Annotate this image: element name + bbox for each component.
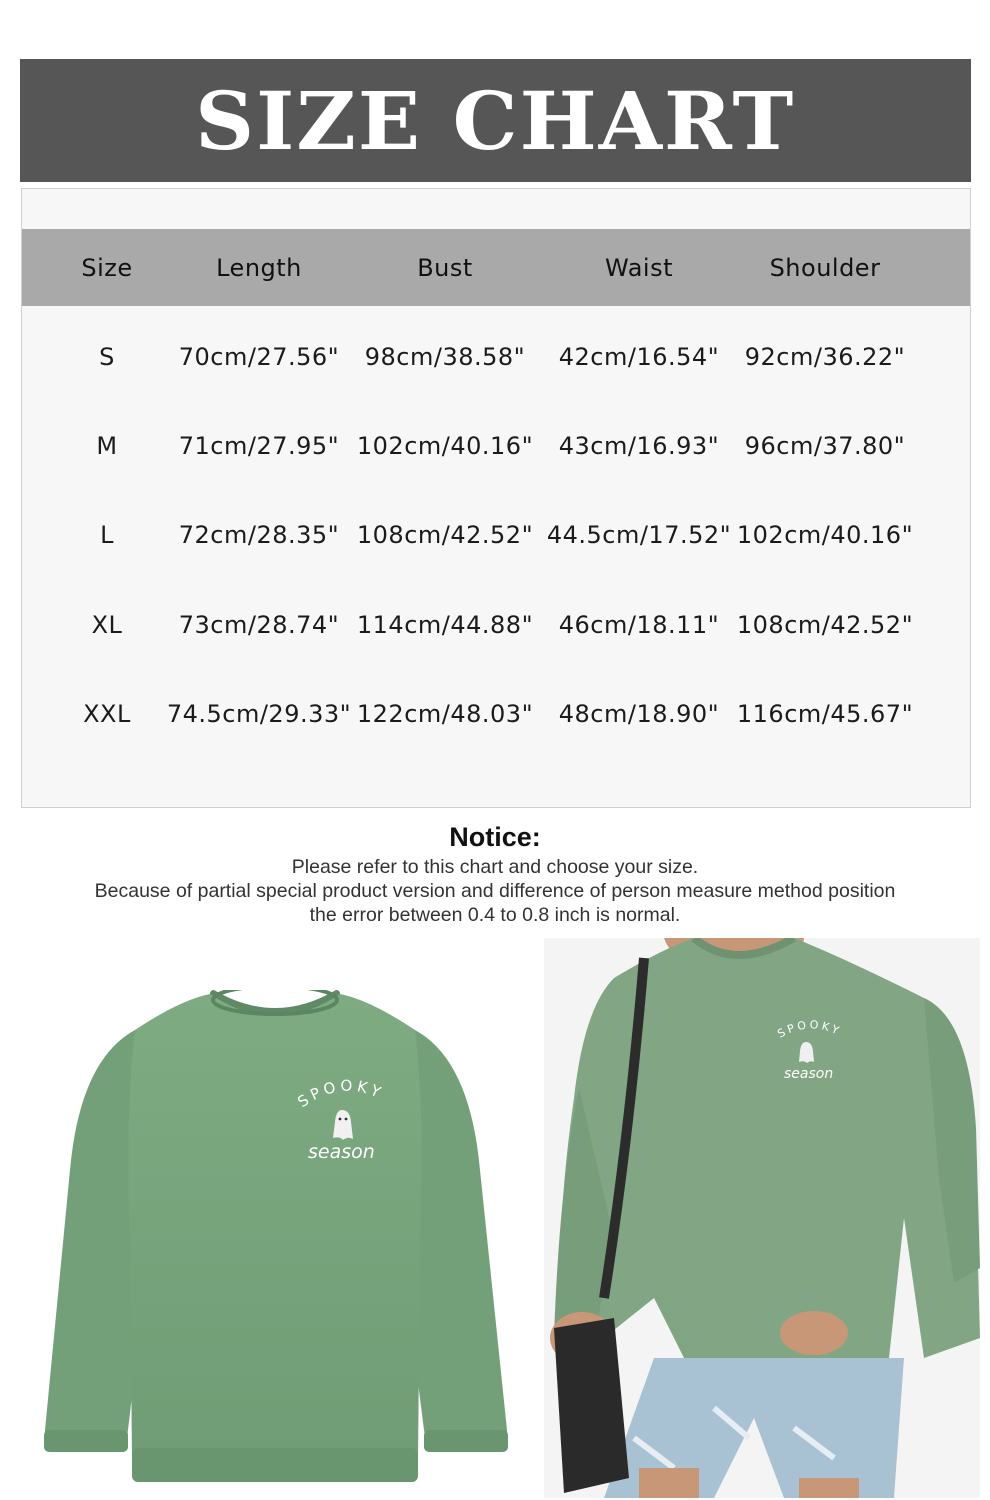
header-size: Size <box>81 253 133 282</box>
notice-section <box>0 822 990 927</box>
sweatshirt-flat-illustration <box>40 990 510 1490</box>
table-header-row <box>22 229 970 306</box>
print-top-word: SPOOKY <box>294 1076 388 1112</box>
size-chart-banner <box>20 59 971 182</box>
model-photo <box>544 938 980 1498</box>
header-waist: Waist <box>605 253 673 282</box>
cell-length: 72cm/28.35" <box>178 521 340 549</box>
notice-title: Notice: <box>449 822 541 852</box>
print-top-word-model: SPOOKY <box>775 1018 844 1041</box>
cell-length: 74.5cm/29.33" <box>166 700 352 728</box>
cell-bust: 98cm/38.58" <box>364 343 526 371</box>
cell-shoulder: 116cm/45.67" <box>736 700 914 728</box>
cell-bust: 114cm/44.88" <box>356 611 534 639</box>
size-table <box>21 188 971 808</box>
cell-size: L <box>100 521 114 549</box>
notice-line: the error between 0.4 to 0.8 inch is normal. <box>309 904 681 926</box>
banner-title: SIZE CHART <box>195 73 796 168</box>
cell-bust: 108cm/42.52" <box>356 521 534 549</box>
cell-shoulder: 108cm/42.52" <box>736 611 914 639</box>
notice-line: Because of partial special product version and difference of person measure method position <box>94 880 896 902</box>
cell-size: M <box>96 432 118 460</box>
cell-size: S <box>99 343 115 371</box>
cell-size: XL <box>91 611 123 639</box>
header-shoulder: Shoulder <box>769 253 881 282</box>
sweatshirt-flat-image <box>40 990 510 1490</box>
cell-waist: 44.5cm/17.52" <box>546 521 732 549</box>
cell-bust: 122cm/48.03" <box>356 700 534 728</box>
cell-length: 73cm/28.74" <box>178 611 340 639</box>
cell-shoulder: 102cm/40.16" <box>736 521 914 549</box>
cell-waist: 48cm/18.90" <box>558 700 720 728</box>
cell-waist: 43cm/16.93" <box>558 432 720 460</box>
cell-size: XXL <box>83 700 131 728</box>
header-bust: Bust <box>417 253 473 282</box>
cell-length: 71cm/27.95" <box>178 432 340 460</box>
model-illustration <box>544 938 980 1498</box>
cell-waist: 46cm/18.11" <box>558 611 720 639</box>
cell-waist: 42cm/16.54" <box>558 343 720 371</box>
cell-length: 70cm/27.56" <box>178 343 340 371</box>
cell-shoulder: 92cm/36.22" <box>744 343 906 371</box>
print-bottom-word-model: season <box>784 1066 834 1082</box>
cell-shoulder: 96cm/37.80" <box>744 432 906 460</box>
header-length: Length <box>216 253 302 282</box>
print-bottom-word: season <box>308 1141 375 1163</box>
notice-line: Please refer to this chart and choose your size. <box>291 856 699 878</box>
cell-bust: 102cm/40.16" <box>356 432 534 460</box>
